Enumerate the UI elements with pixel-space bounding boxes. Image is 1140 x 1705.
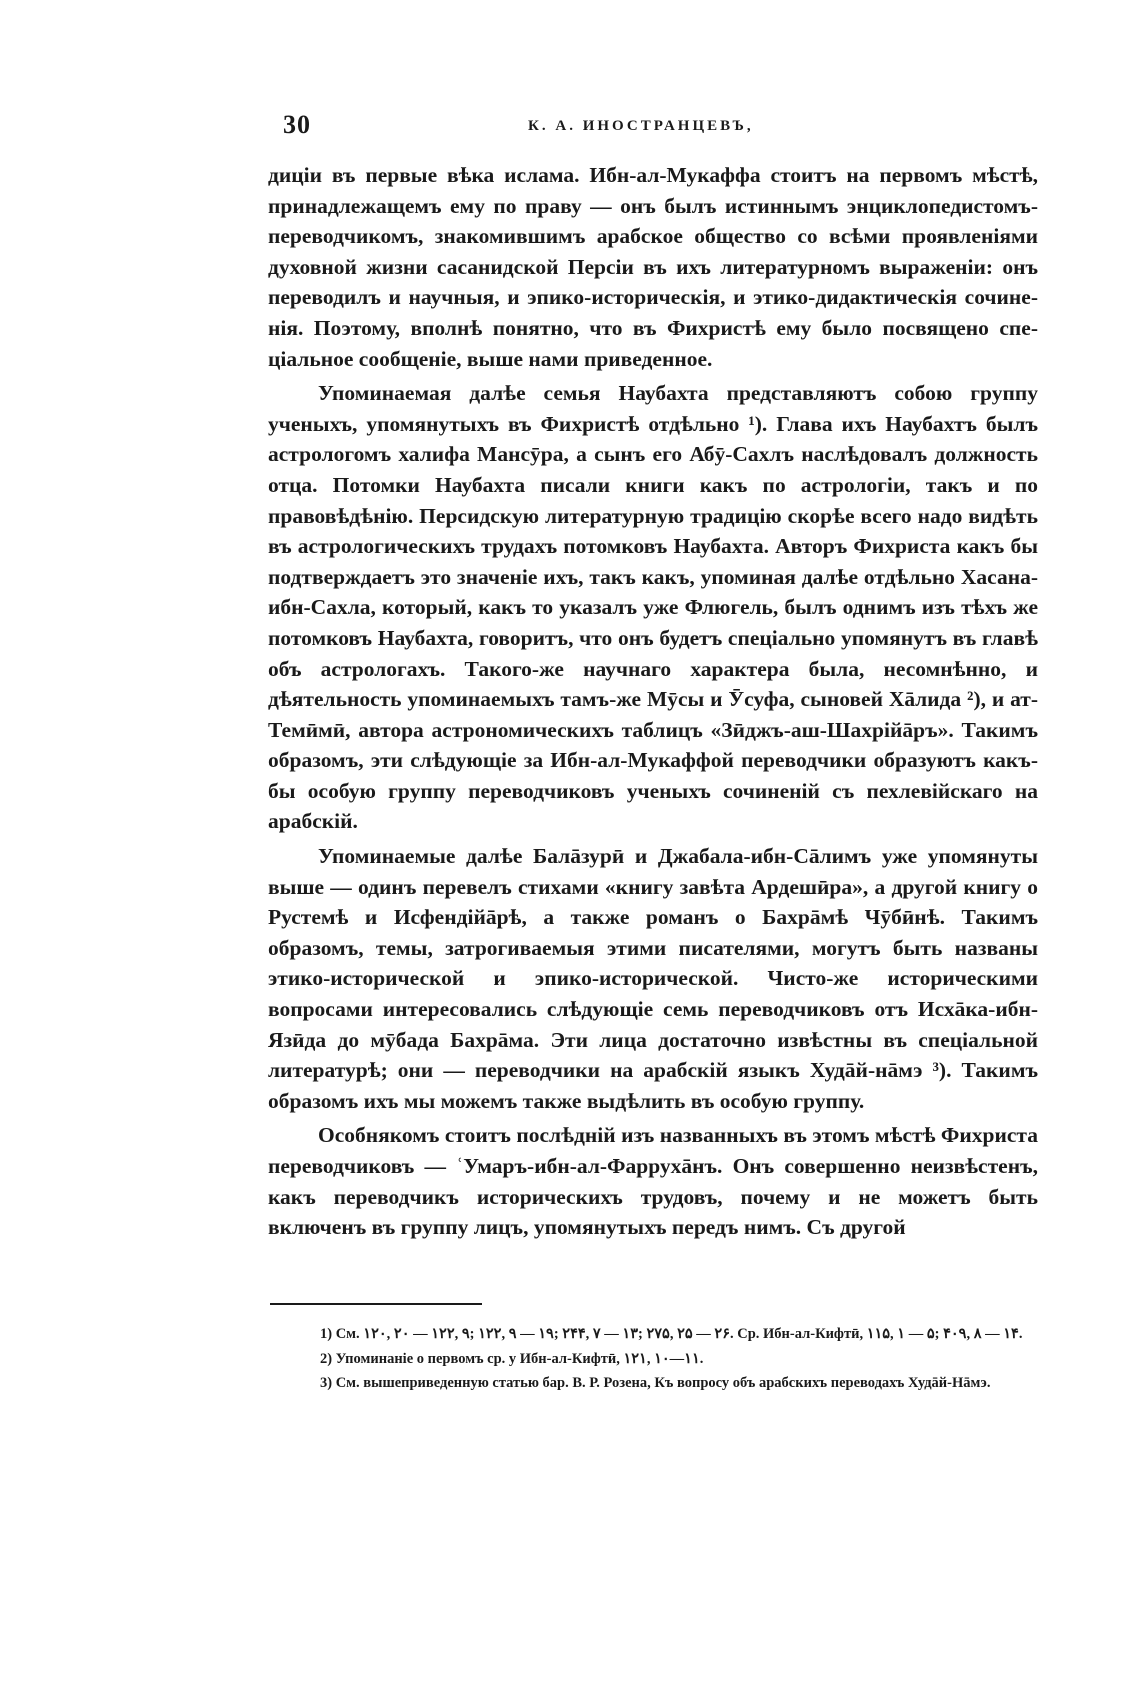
page-number: 30	[283, 110, 311, 139]
page-header	[283, 110, 1023, 150]
footnote-separator	[270, 1303, 482, 1305]
footnote: 2) Упоминаніе о первомъ ср. у Ибн-ал-Кифтӣ, ۱۲۱, ۱۰—۱۱.	[320, 1350, 704, 1367]
running-title: К. А. ИНОСТРАНЦЕВЪ,	[528, 118, 754, 134]
paragraph: Упоминаемая далѣе семья Наубахта представляютъ собою группу ученыхъ, упомянутыхъ въ Фихристѣ отдѣльно ¹). Глава ихъ Наубахтъ былъ астрологомъ халифа Мансӯра, а сынъ его Абӯ-Сахлъ наслѣдовалъ должность отца. Потомки Наубахта писали книги какъ по астрологіи, такъ и по правовѣдѣнію. Персидскую литературную традицію скорѣе всего надо видѣть въ астрологическихъ трудахъ потомковъ Наубахта. Авторъ Фихриста какъ бы подтверждаетъ это значеніе ихъ, такъ какъ, упоминая далѣе отдѣльно Хасана-ибн-Сахла, который, какъ то указалъ уже Флюгель, былъ однимъ изъ тѣхъ же потомковъ Наубахта, говоритъ, что онъ будетъ спеціально упомянутъ въ главѣ объ астрологахъ. Такого-же научнаго характера была, несомнѣнно, и дѣятельность упоминаемыхъ тамъ-же Мӯсы и Ӯсуфа, сыновей Хāлида ²), и ат-Темӣмӣ, автора астрономическихъ таблицъ «Зӣджъ-аш-Шахрійāръ». Такимъ образомъ, эти слѣдующіе за Ибн-ал-Мукаффой переводчики образуютъ какъ-бы особую группу переводчиковъ ученыхъ сочиненій съ пехлевійскаго на арабскій.	[268, 381, 1038, 834]
footnote: 1) См. ۱۲۰, ۲۰ — ۱۲۲, ۹; ۱۲۲, ۹ — ۱۹; ۲۴۴, ۷ — ۱۳; ۲۷۵, ۲۵ — ۲۶. Ср. Ибн-ал-Кифтӣ, ۱۱۵, ۱ — ۵; ۴۰۹, ۸ — ۱۴.	[320, 1326, 1023, 1342]
paragraph: диціи въ первые вѣка ислама. Ибн-ал-Мукаффа стоитъ на первомъ мѣстѣ, принадлежащемъ ему по праву — онъ былъ истиннымъ энциклопедистомъ-переводчикомъ, знакомившимъ арабское общество со всѣми проявленіями духовной жизни сасанидской Персіи въ ихъ литературномъ выраженіи: онъ переводилъ и научныя, и эпико-историческія, и этико-дидактическія сочиненія. Поэтому, вполнѣ понятно, что въ Фихристѣ ему было посвящено спеціальное сообщеніе, выше нами приведенное.	[268, 163, 1038, 371]
footnote: 3) См. вышеприведенную статью бар. В. Р. Розена, Къ вопросу объ арабскихъ переводахъ Худāй-Нāмэ.	[320, 1375, 991, 1391]
main-text	[268, 160, 1038, 1243]
paragraph: Особнякомъ стоитъ послѣдній изъ названныхъ въ этомъ мѣстѣ Фихриста переводчиковъ — ʿУмаръ-ибн-ал-Фаррухāнъ. Онъ совершенно неизвѣстенъ, какъ переводчикъ историческихъ трудовъ, почему и не можетъ быть включенъ въ группу лицъ, упомянутыхъ передъ нимъ. Съ другой	[268, 1123, 1038, 1240]
paragraph: Упоминаемые далѣе Балāзурӣ и Джабала-ибн-Сāлимъ уже упомянуты выше — одинъ перевелъ стихами «книгу завѣта Ардешӣра», а другой книгу о Рустемѣ и Исфендійāрѣ, а также романъ о Бахрāмѣ Чӯбӣнѣ. Такимъ образомъ, темы, затрогиваемыя этими писателями, могутъ быть названы этико-исторической и эпико-исторической. Чисто-же историческими вопросами интересовались слѣдующіе семь переводчиковъ отъ Исхāка-ибн-Язӣда до мӯбада Бахрāма. Эти лица достаточно извѣстны въ спеціальной литературѣ; они — переводчики на арабскій языкъ Худāй-нāмэ ³). Такимъ образомъ ихъ мы можемъ также выдѣлить въ особую группу.	[268, 844, 1038, 1113]
footnotes	[270, 1322, 1038, 1396]
